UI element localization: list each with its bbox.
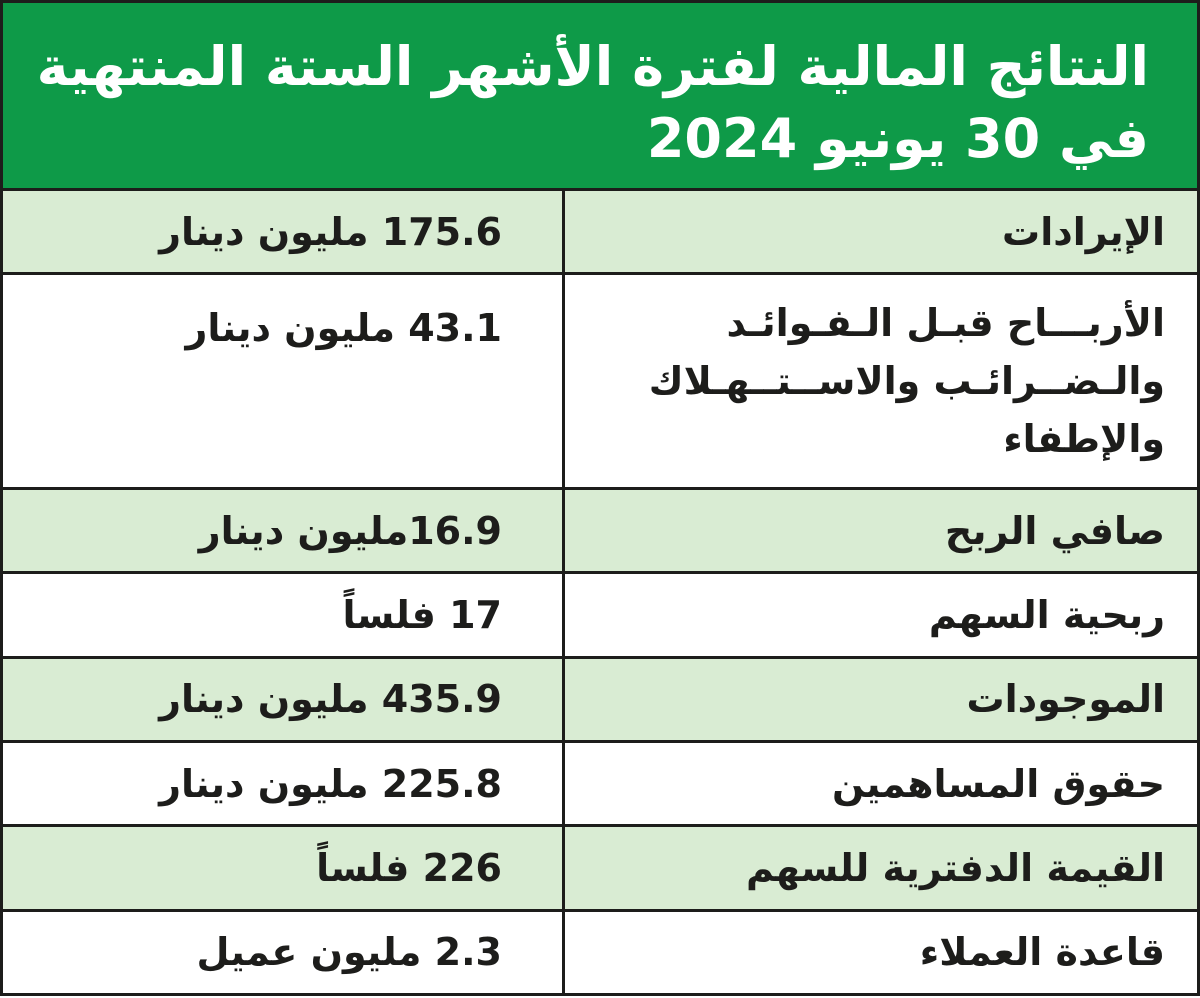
row-value: 226 فلساً	[2, 826, 564, 910]
table-row	[2, 274, 1199, 489]
row-label: الإيرادات	[564, 190, 1199, 274]
row-label: الموجودات	[564, 657, 1199, 741]
row-value: 175.6 مليون دينار	[2, 190, 564, 274]
table-row	[2, 742, 1199, 826]
row-value: 2.3 مليون عميل	[2, 910, 564, 994]
row-value: 435.9 مليون دينار	[2, 657, 564, 741]
title-line-1: النتائج المالية لفترة الأشهر الستة المنتهية	[36, 35, 1149, 98]
row-value: 43.1 مليون دينار	[2, 274, 564, 489]
row-label: حقوق المساهمين	[564, 742, 1199, 826]
row-label: القيمة الدفترية للسهم	[564, 826, 1199, 910]
results-table	[0, 188, 1200, 996]
table-row	[2, 190, 1199, 274]
row-label: صافي الربح	[564, 489, 1199, 573]
table-row	[2, 657, 1199, 741]
row-value: 225.8 مليون دينار	[2, 742, 564, 826]
table-row	[2, 910, 1199, 994]
row-label: ربحية السهم	[564, 573, 1199, 657]
row-label: قاعدة العملاء	[564, 910, 1199, 994]
table-row	[2, 826, 1199, 910]
table-row	[2, 489, 1199, 573]
table-row	[2, 573, 1199, 657]
title-line-2: في 30 يونيو 2024	[646, 107, 1149, 170]
row-value: 16.9مليون دينار	[2, 489, 564, 573]
row-value: 17 فلساً	[2, 573, 564, 657]
row-label: الأربـــاح قبـل الـفـوائـد والـضــرائـب والاســتــهـلاك والإطفاء	[564, 274, 1199, 489]
header-banner	[0, 0, 1200, 190]
